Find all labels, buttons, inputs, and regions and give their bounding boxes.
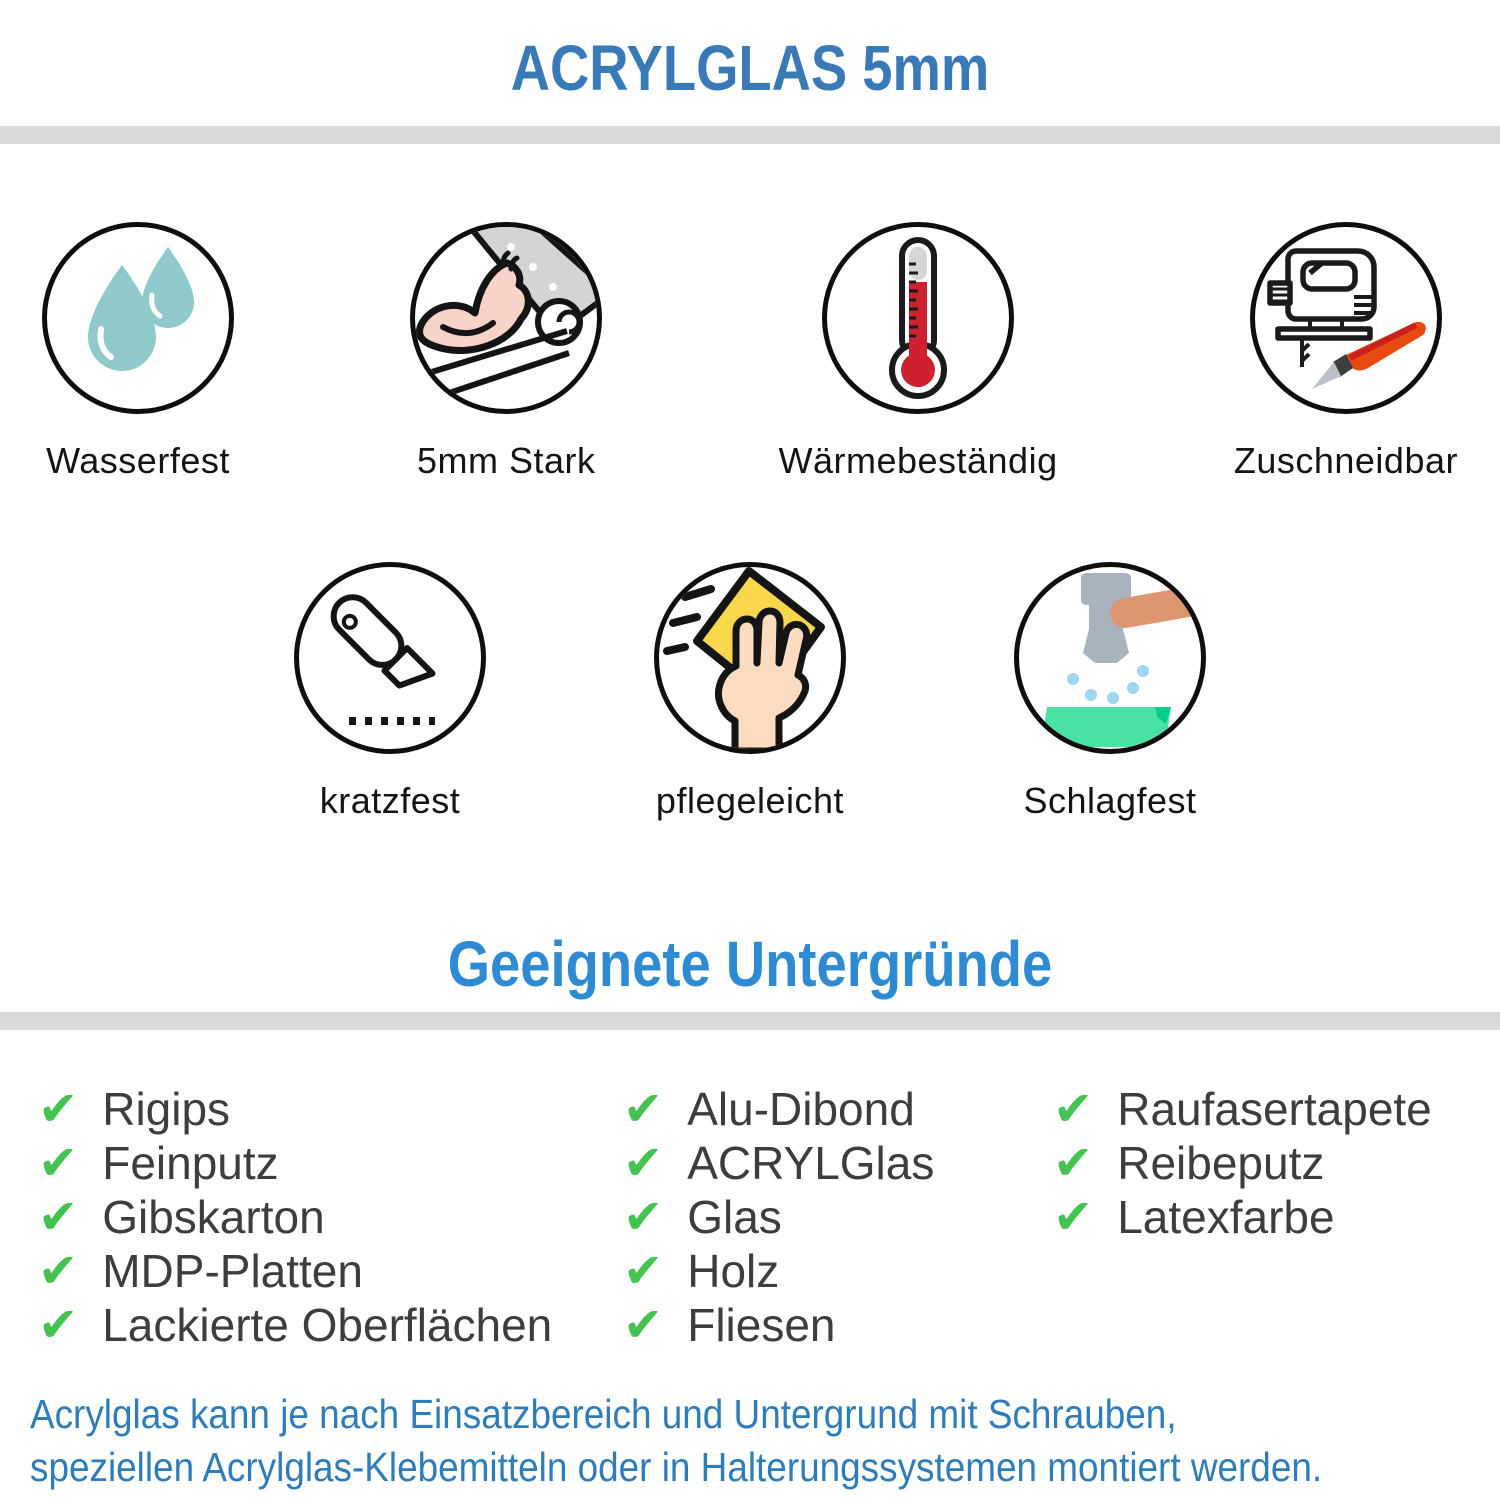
list-item (623, 1082, 1053, 1136)
check-icon: ✔ (623, 1189, 664, 1245)
check-icon: ✔ (38, 1189, 79, 1245)
check-icon: ✔ (623, 1135, 664, 1191)
feature-label: Schlagfest (1023, 780, 1197, 821)
page-title: ACRYLGLAS 5mm (510, 32, 990, 104)
substrates-column-1 (38, 1082, 623, 1352)
icon-circle (1014, 562, 1206, 754)
muscle-arm-icon (415, 227, 597, 409)
feature-label: kratzfest (319, 780, 461, 821)
feature-schlagfest (1014, 562, 1206, 822)
check-icon: ✔ (38, 1135, 79, 1191)
thermometer-icon (871, 234, 966, 402)
feature-5mm-stark (410, 222, 602, 482)
feature-wasserfest (42, 222, 234, 482)
list-item (1053, 1190, 1500, 1244)
list-item (623, 1298, 1053, 1352)
list-item (1053, 1082, 1500, 1136)
substrate-label: Feinputz (102, 1137, 279, 1189)
list-item (38, 1136, 623, 1190)
section-title: Geeignete Untergründe (447, 928, 1053, 1000)
feature-label: Wärmebeständig (778, 440, 1058, 481)
substrates-column-2 (623, 1082, 1053, 1352)
substrate-label: Gibskarton (102, 1191, 325, 1243)
feature-waermebestaendig (778, 222, 1057, 482)
substrates-list (0, 1082, 1500, 1352)
substrate-label: MDP-Platten (102, 1245, 363, 1297)
list-item (38, 1190, 623, 1244)
mounting-note (0, 1388, 1500, 1494)
check-icon: ✔ (623, 1081, 664, 1137)
feature-row-1 (0, 222, 1500, 482)
utility-knife-icon (303, 571, 478, 746)
list-item (1053, 1136, 1500, 1190)
feature-label: pflegeleicht (655, 780, 845, 821)
check-icon: ✔ (38, 1243, 79, 1299)
substrate-label: Latexfarbe (1117, 1191, 1335, 1243)
icon-circle (410, 222, 602, 414)
hammer-icon (1019, 567, 1201, 749)
check-icon: ✔ (38, 1297, 79, 1353)
icon-circle (822, 222, 1014, 414)
check-icon: ✔ (1053, 1135, 1094, 1191)
mounting-note-line1: Acrylglas kann je nach Einsatzbereich und Untergrund mit Schrauben, (30, 1391, 1177, 1437)
feature-pflegeleicht (654, 562, 846, 822)
substrate-label: Rigips (102, 1083, 231, 1135)
icon-circle (1250, 222, 1442, 414)
check-icon: ✔ (1053, 1081, 1094, 1137)
check-icon: ✔ (38, 1081, 79, 1137)
icon-circle (654, 562, 846, 754)
water-drops-icon (76, 243, 201, 393)
check-icon: ✔ (623, 1297, 664, 1353)
check-icon: ✔ (623, 1243, 664, 1299)
substrate-label: Alu-Dibond (687, 1083, 915, 1135)
list-item (38, 1244, 623, 1298)
list-item (623, 1136, 1053, 1190)
feature-label: Wasserfest (46, 440, 230, 481)
cleaning-hand-icon (659, 567, 841, 749)
substrate-label: Holz (687, 1245, 780, 1297)
substrate-label: Raufasertapete (1117, 1083, 1432, 1135)
icon-circle (294, 562, 486, 754)
list-item (623, 1190, 1053, 1244)
feature-label: Zuschneidbar (1233, 440, 1458, 481)
feature-row-2 (0, 562, 1500, 822)
jigsaw-cutter-icon (1258, 231, 1433, 406)
substrate-label: Lackierte Oberflächen (102, 1299, 553, 1351)
feature-zuschneidbar (1234, 222, 1458, 482)
substrates-column-3 (1053, 1082, 1500, 1352)
substrate-label: ACRYLGlas (687, 1137, 935, 1189)
substrate-label: Reibeputz (1117, 1137, 1325, 1189)
divider-bar (0, 1012, 1500, 1030)
feature-kratzfest (294, 562, 486, 822)
divider-bar (0, 126, 1500, 144)
list-item (38, 1082, 623, 1136)
substrate-label: Fliesen (687, 1299, 836, 1351)
substrate-label: Glas (687, 1191, 782, 1243)
icon-circle (42, 222, 234, 414)
list-item (623, 1244, 1053, 1298)
mounting-note-line2: speziellen Acrylglas-Klebemitteln oder in Halterungssystemen montiert werden. (30, 1444, 1323, 1490)
list-item (38, 1298, 623, 1352)
check-icon: ✔ (1053, 1189, 1094, 1245)
feature-label: 5mm Stark (416, 440, 596, 481)
